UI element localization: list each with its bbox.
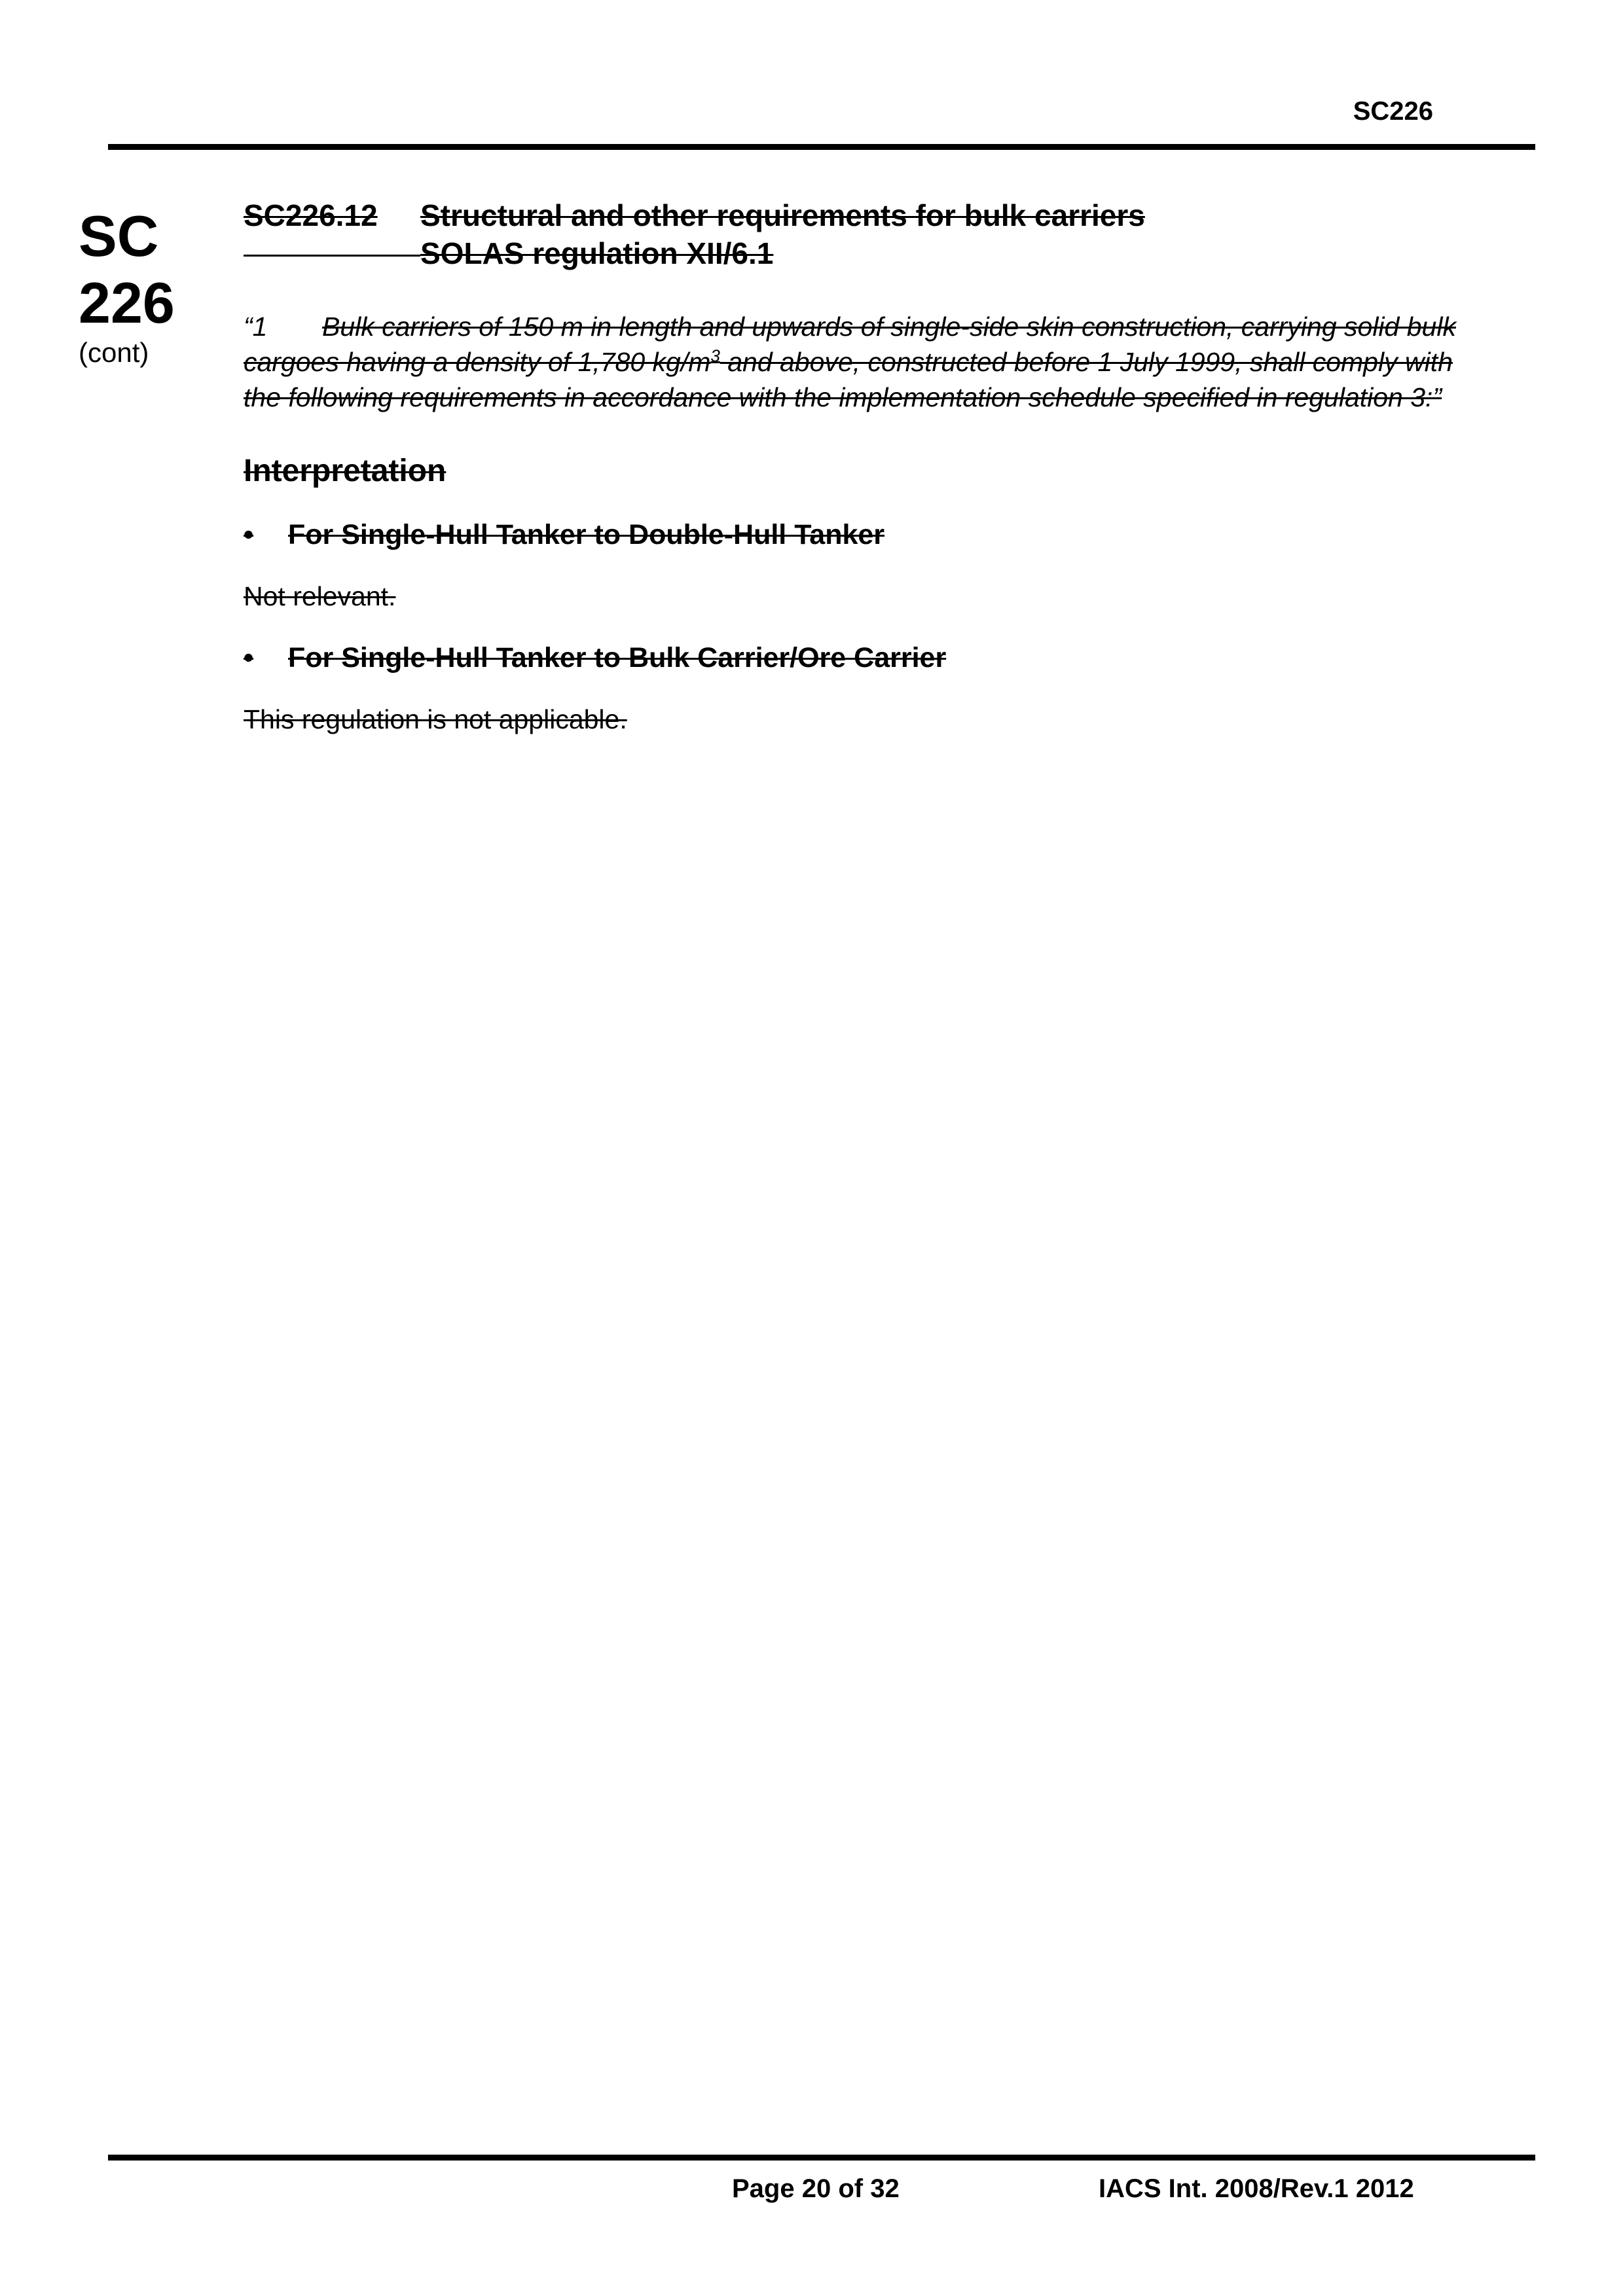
section-heading <box>244 196 1474 272</box>
interpretation-heading: Interpretation <box>244 454 447 488</box>
bullet-2-text: This regulation is not applicable. <box>244 704 627 734</box>
main-content <box>244 196 1474 735</box>
side-label-line2: 226 <box>79 270 175 335</box>
footer-page-number: Page 20 of 32 <box>732 2174 900 2203</box>
side-label <box>79 203 196 367</box>
regulation-quote <box>244 309 1474 415</box>
quote-open: “1 <box>244 312 268 342</box>
footer-reference: IACS Int. 2008/Rev.1 2012 <box>1099 2174 1414 2203</box>
bullet-heading-2 <box>244 642 1474 674</box>
quote-superscript: 3 <box>710 346 720 366</box>
section-title-line1: Structural and other requirements for bulk carriers <box>420 198 1145 232</box>
bullet-heading-2-text: For Single-Hull Tanker to Bulk Carrier/Ore Carrier <box>288 642 947 673</box>
header-document-code: SC226 <box>1353 97 1433 126</box>
side-label-line1: SC <box>79 204 159 268</box>
header-rule <box>108 144 1535 150</box>
section-title-line2: SOLAS regulation XII/6.1 <box>420 236 774 270</box>
footer-rule <box>108 2155 1535 2161</box>
side-label-line3: (cont) <box>79 337 149 368</box>
quote-text-b: and above, constructed before 1 July 1999, shall comply with the following requirements in accordance with the implementation schedule specified in regulation 3:” <box>244 347 1453 412</box>
bullet-heading-1 <box>244 519 1474 551</box>
bullet-heading-1-text: For Single-Hull Tanker to Double-Hull Tanker <box>288 519 885 550</box>
bullet-icon: • <box>244 642 254 673</box>
section-title-indent <box>244 234 420 272</box>
section-number: SC226.12 <box>244 198 378 232</box>
bullet-1-text: Not relevant. <box>244 581 396 611</box>
quote-text-a: Bulk carriers of 150 m in length and upwards of single-side skin construction, carrying solid bulk cargoes having a density of 1,780 kg/m <box>244 312 1456 377</box>
bullet-icon: • <box>244 519 254 550</box>
